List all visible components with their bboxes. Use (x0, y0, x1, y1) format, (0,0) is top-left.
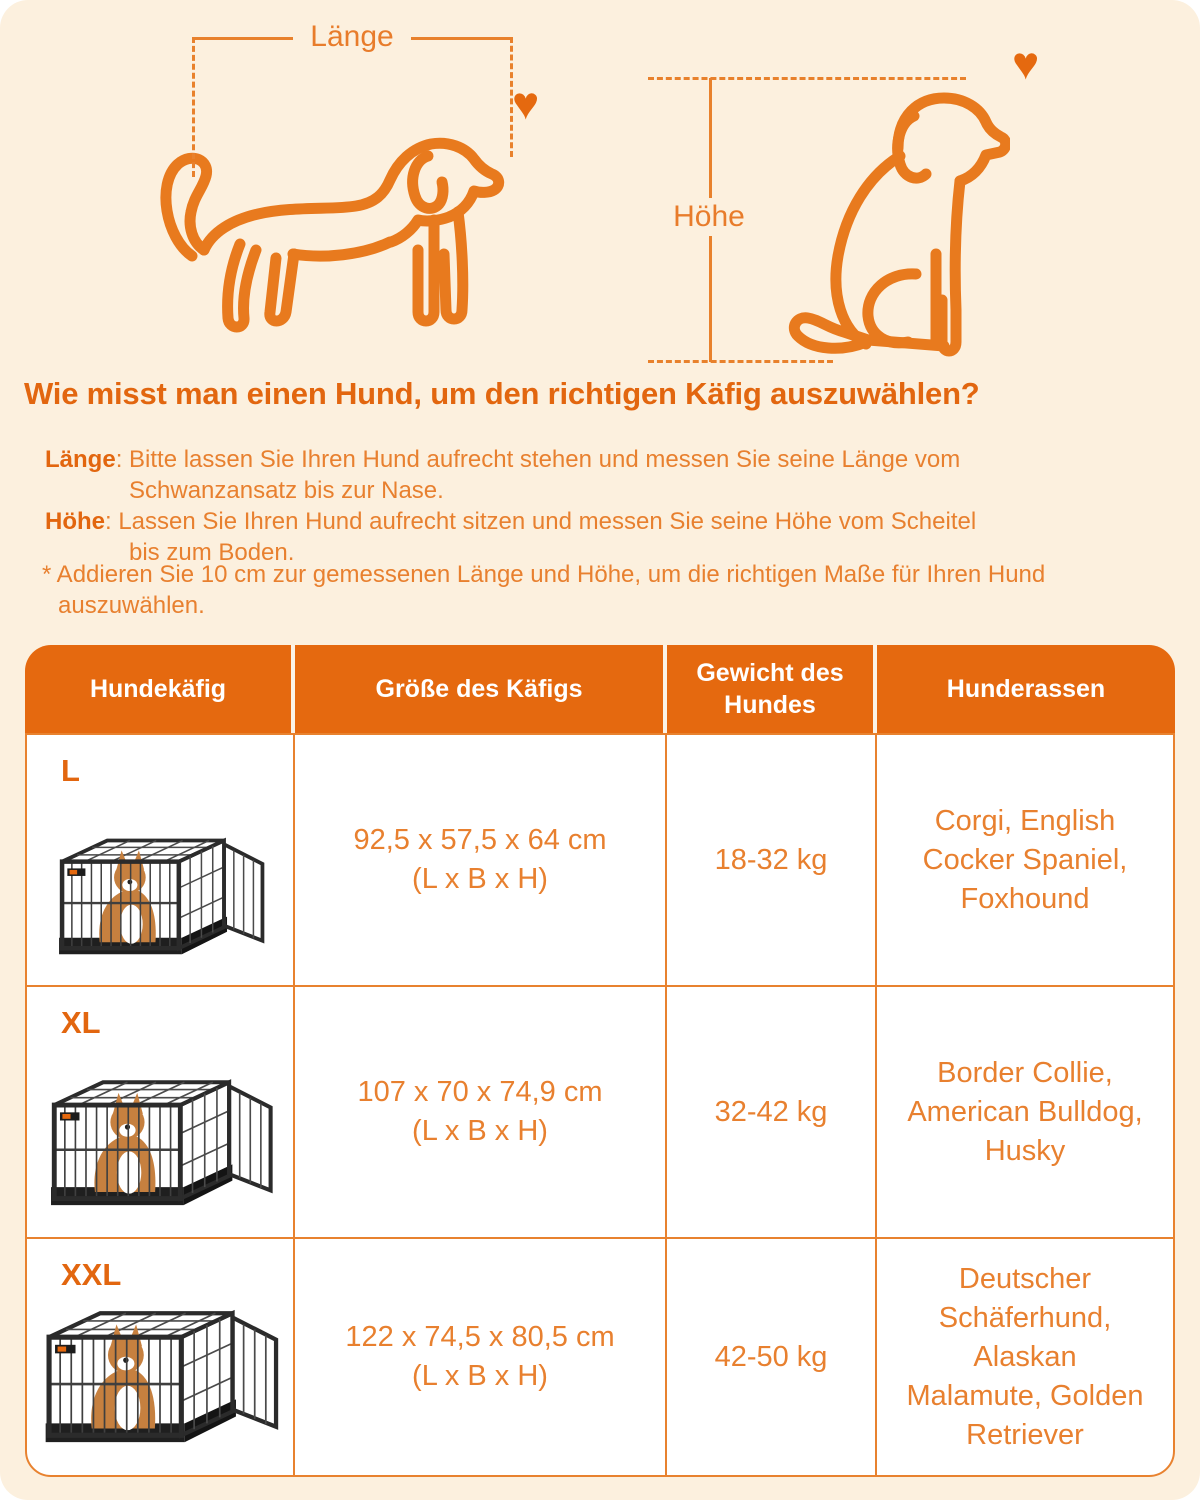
length-instruction (45, 444, 995, 506)
breeds-cell: Border Collie, American Bulldog, Husky (907, 1056, 1143, 1167)
table-row-xxl (27, 1239, 1173, 1475)
dimension-unit: (L x B x H) (412, 1360, 548, 1392)
measuring-note: * Addieren Sie 10 cm zur gemessenen Länge und Höhe, um die richtigen Maße für Ihren Hund auszuwählen. (42, 561, 1046, 619)
dimension-unit: (L x B x H) (412, 863, 548, 895)
length-term: Länge (45, 446, 116, 473)
sitting-dog-illustration (748, 58, 1010, 366)
weight-cell: 32-42 kg (667, 987, 877, 1237)
crate-cell (27, 735, 295, 985)
crate-dimensions: 107 x 70 x 74,9 cm (357, 1076, 603, 1108)
length-measure-dash-left (192, 37, 195, 177)
weight-cell: 42-50 kg (667, 1239, 877, 1475)
size-label: L (61, 753, 80, 788)
heart-icon: ♥ (512, 77, 540, 129)
dimensions-cell (295, 987, 667, 1237)
height-instruction-text: : Lassen Sie Ihren Hund aufrecht sitzen und messen Sie seine Höhe vom Scheitel bis zum Boden. (105, 508, 977, 566)
size-label: XXL (61, 1257, 122, 1292)
dog-crate-with-border-collie-image (38, 1044, 282, 1223)
crate-dimensions: 122 x 74,5 x 80,5 cm (345, 1321, 615, 1353)
heart-icon: ♥ (1012, 37, 1040, 89)
crate-dimensions: 92,5 x 57,5 x 64 cm (353, 824, 607, 856)
table-row-xl (27, 987, 1173, 1239)
crate-cell (27, 1239, 295, 1475)
table-body (25, 733, 1175, 1477)
dimensions-cell (295, 1239, 667, 1475)
page-title: Wie misst man einen Hund, um den richtigen Käfig auszuwählen? (24, 376, 980, 411)
length-label: Länge (293, 18, 411, 56)
breeds-cell: Deutscher Schäferhund, Alaskan Malamute, Golden Retriever (906, 1262, 1144, 1451)
breeds-cell: Corgi, English Cocker Spaniel, Foxhound (922, 804, 1128, 915)
height-term: Höhe (45, 508, 105, 535)
header-crate-size: Größe des Käfigs (295, 645, 667, 733)
weight-cell: 18-32 kg (667, 735, 877, 985)
crate-cell (27, 987, 295, 1237)
length-instruction-text: : Bitte lassen Sie Ihren Hund aufrecht stehen und messen Sie seine Länge vom Schwanzansatz bis zur Nase. (115, 446, 961, 504)
height-measure-dash-top (648, 77, 966, 80)
height-label: Höhe (653, 198, 765, 236)
height-measure-dash-bottom (648, 360, 833, 363)
header-crate: Hundekäfig (25, 645, 295, 733)
dimensions-cell (295, 735, 667, 985)
dimension-unit: (L x B x H) (412, 1115, 548, 1147)
header-dog-weight: Gewicht des Hundes (667, 645, 877, 733)
dog-crate-with-corgi-image (47, 805, 273, 971)
header-dog-breeds: Hunderassen (946, 675, 1106, 703)
table-header-row (25, 645, 1175, 733)
dog-crate-with-golden-retriever-image (32, 1273, 288, 1461)
size-table (25, 645, 1175, 1477)
size-label: XL (61, 1005, 101, 1040)
table-row-l (27, 735, 1173, 987)
standing-dog-illustration (128, 72, 523, 372)
measuring-instructions (45, 444, 995, 568)
